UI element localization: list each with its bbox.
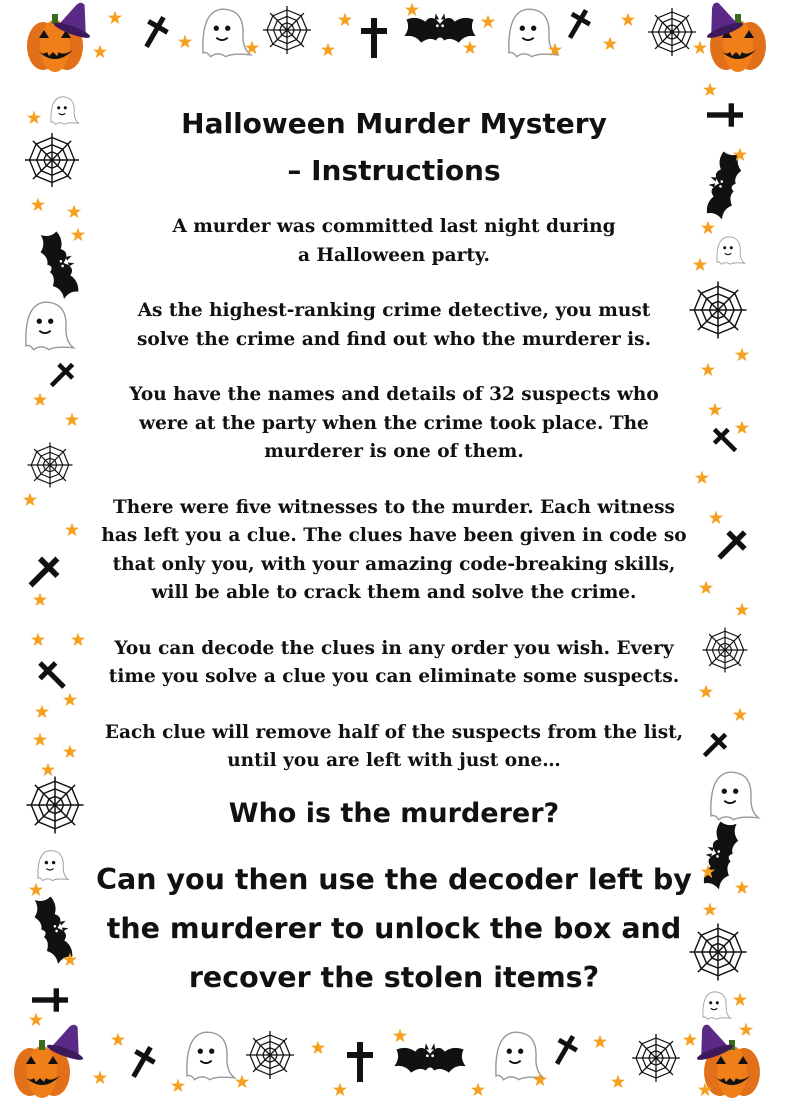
paragraph-line: a Halloween party. [298, 244, 490, 266]
paragraph-line: There were five witnesses to the murder. Each witness [113, 496, 675, 518]
star-icon [108, 11, 122, 25]
title-line: Halloween Murder Mystery [181, 107, 607, 140]
star-icon [93, 45, 107, 59]
star-icon [33, 733, 47, 747]
star-icon [621, 13, 635, 27]
suspects-paragraph [84, 381, 704, 467]
star-icon [393, 1029, 407, 1043]
final-question [84, 855, 704, 1002]
paragraph-line: A murder was committed last night during [172, 216, 616, 237]
ghost-icon [203, 9, 251, 57]
bat-icon [35, 228, 85, 301]
cross-icon [44, 357, 79, 392]
elimination-paragraph [84, 719, 704, 776]
spider-web-icon [246, 1031, 294, 1079]
paragraph-line: that only you, with your amazing code-breaking skills, [112, 553, 676, 575]
ghost-icon [711, 772, 759, 820]
paragraph-line: You have the names and details of 32 suspects who [129, 384, 659, 405]
spider-web-icon [263, 6, 311, 54]
cross-icon [548, 1031, 582, 1069]
star-icon [71, 633, 85, 647]
spider-web-icon [632, 1034, 680, 1082]
paragraph-line: You can decode the clues in any order you wish. Every [114, 637, 674, 659]
bat-icon [701, 148, 746, 221]
final-line: Can you then use the decoder left by [96, 862, 692, 896]
star-icon [31, 198, 45, 212]
spider-web-icon [703, 628, 748, 673]
spider-web-icon [28, 443, 73, 488]
star-icon [405, 3, 419, 17]
murderer-question: Who is the murderer? [228, 797, 560, 829]
ghost-icon [703, 992, 731, 1020]
ghost-icon [38, 851, 68, 881]
paragraph-line: Each clue will remove half of the suspects from the list, [104, 721, 684, 743]
intro-paragraph [84, 213, 704, 270]
star-icon [735, 421, 749, 435]
paragraph-line: were at the party when the crime took place. The [139, 412, 649, 434]
cross-icon [22, 550, 66, 594]
title-line: – Instructions [287, 154, 501, 187]
cross-icon [32, 655, 72, 695]
star-icon [463, 41, 477, 55]
cross-icon [137, 12, 173, 52]
star-icon [593, 1035, 607, 1049]
star-icon [41, 763, 55, 777]
final-line: recover the stolen items? [188, 960, 600, 994]
paragraph-line: until you are left with just one… [227, 750, 561, 771]
star-icon [29, 1013, 43, 1027]
paragraph-line: has left you a clue. The clues have been given in code so [101, 525, 687, 546]
star-icon [65, 523, 79, 537]
bat-icon [394, 1043, 465, 1072]
star-icon [171, 1079, 185, 1093]
spider-web-icon [648, 8, 696, 56]
star-icon [703, 83, 717, 97]
cross-icon [124, 1042, 160, 1082]
star-icon [603, 37, 617, 51]
star-icon [703, 903, 717, 917]
star-icon [733, 708, 747, 722]
star-icon [481, 15, 495, 29]
page-title [84, 100, 704, 194]
star-icon [471, 1083, 485, 1097]
star-icon [735, 348, 749, 362]
cross-icon [707, 422, 742, 457]
ghost-icon [26, 302, 74, 350]
star-icon [739, 1023, 753, 1037]
star-icon [611, 1075, 625, 1089]
bat-icon [29, 893, 79, 966]
witnesses-paragraph [84, 494, 704, 608]
star-icon [63, 745, 77, 759]
spider-web-icon [26, 777, 83, 834]
ghost-icon [187, 1032, 235, 1080]
cross-icon [32, 988, 68, 1011]
star-icon [29, 883, 43, 897]
star-icon [33, 593, 47, 607]
star-icon [35, 705, 49, 719]
star-icon [338, 13, 352, 27]
ghost-icon [51, 97, 79, 125]
spider-web-icon [25, 133, 79, 187]
paragraph-line: murderer is one of them. [264, 441, 524, 462]
star-icon [178, 35, 192, 49]
ghost-icon [717, 237, 745, 264]
star-icon [67, 205, 81, 219]
star-icon [33, 393, 47, 407]
paragraph-line: time you solve a clue you can eliminate some suspects. [108, 666, 680, 687]
paragraph-line: As the highest-ranking crime detective, you must [137, 300, 651, 321]
star-icon [93, 1071, 107, 1085]
star-icon [23, 493, 37, 507]
cross-icon [561, 5, 595, 43]
star-icon [311, 1041, 325, 1055]
star-icon [111, 1033, 125, 1047]
star-icon [65, 413, 79, 427]
detective-paragraph [84, 297, 704, 354]
cross-icon [711, 524, 753, 566]
bat-icon [404, 13, 475, 42]
star-icon [321, 43, 335, 57]
final-line: the murderer to unlock the box and [106, 911, 682, 945]
star-icon [708, 403, 722, 417]
star-icon [693, 41, 707, 55]
cross-icon [347, 1042, 373, 1082]
star-icon [31, 633, 45, 647]
paragraph-line: solve the crime and find out who the murderer is. [136, 328, 652, 350]
cross-icon [361, 18, 387, 58]
star-icon [735, 603, 749, 617]
star-icon [27, 111, 41, 125]
paragraph-line: will be able to crack them and solve the crime. [151, 582, 637, 603]
decode-paragraph [84, 635, 704, 692]
ghost-icon [496, 1032, 544, 1080]
star-icon [235, 1075, 249, 1089]
star-icon [333, 1083, 347, 1097]
star-icon [71, 228, 85, 242]
star-icon [733, 993, 747, 1007]
ghost-icon [509, 9, 557, 57]
cross-icon [707, 103, 743, 126]
star-icon [63, 693, 77, 707]
instructions-content [84, 100, 704, 1020]
star-icon [709, 511, 723, 525]
bat-icon [698, 818, 743, 891]
star-icon [735, 881, 749, 895]
star-icon [683, 1033, 697, 1047]
